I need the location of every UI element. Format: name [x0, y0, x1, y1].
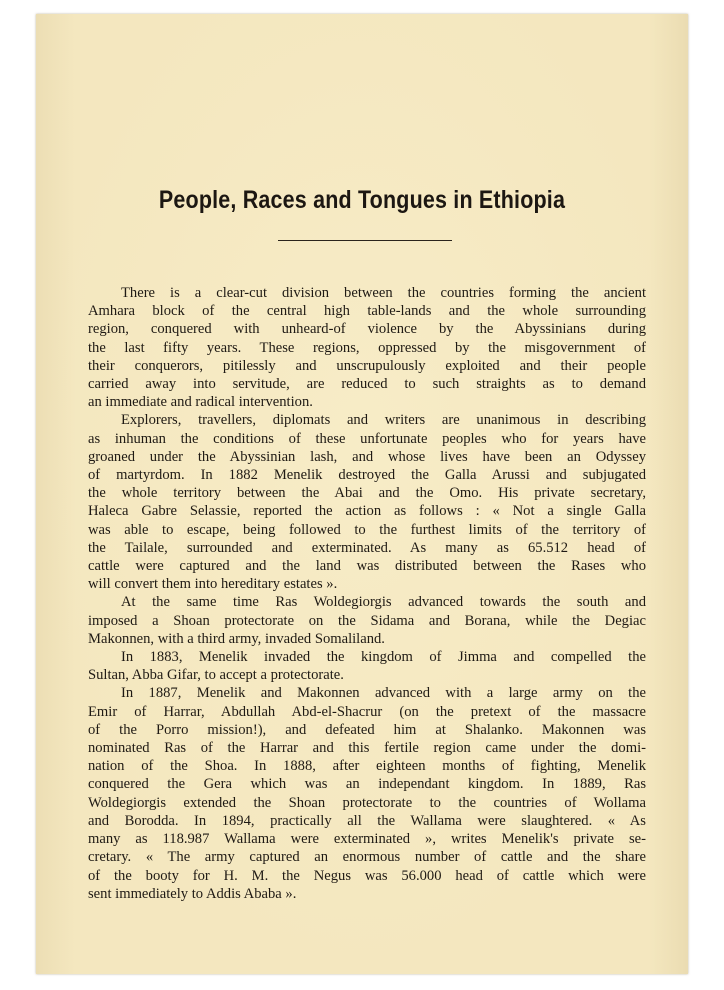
paragraph-2: [88, 411, 646, 593]
text-line: an immediate and radical intervention.: [88, 394, 313, 411]
text-line: nominated Ras of the Harrar and this fertile region came under the domi-: [88, 740, 646, 757]
text-line: carried away into servitude, are reduced to such straights as to demand: [88, 376, 646, 393]
page-title: People, Races and Tongues in Ethiopia: [158, 186, 566, 214]
title-underline: [278, 240, 452, 241]
document-page: [36, 14, 688, 974]
text-line: many as 118.987 Wallama were exterminated », writes Menelik's private se-: [88, 831, 646, 848]
text-line: Amhara block of the central high table-lands and the whole surrounding: [88, 303, 646, 320]
text-line: conquered the Gera which was an independant kingdom. In 1889, Ras: [88, 776, 646, 793]
text-line: Emir of Harrar, Abdullah Abd-el-Shacrur (on the pretext of the massacre: [88, 703, 646, 720]
text-line: cattle were captured and the land was distributed between the Rases who: [88, 558, 646, 575]
paragraph-3: [88, 593, 646, 648]
text-line: At the same time Ras Woldegiorgis advanced towards the south and: [121, 594, 646, 611]
text-line: sent immediately to Addis Ababa ».: [88, 885, 297, 902]
text-line: their conquerors, pitilessly and unscrupulously exploited and their people: [88, 357, 646, 374]
paragraph-4: [88, 648, 646, 684]
text-line: groaned under the Abyssinian lash, and whose lives have been an Odyssey: [88, 448, 646, 465]
text-line: In 1883, Menelik invaded the kingdom of Jimma and compelled the: [121, 649, 646, 666]
text-line: and Borodda. In 1894, practically all the Wallama were slaughtered. « As: [88, 812, 646, 829]
text-line: Sultan, Abba Gifar, to accept a protectorate.: [88, 667, 344, 684]
text-line: nation of the Shoa. In 1888, after eighteen months of fighting, Menelik: [88, 758, 646, 775]
text-line: of the Porro mission!), and defeated him at Shalanko. Makonnen was: [88, 721, 646, 738]
text-line: imposed a Shoan protectorate on the Sidama and Borana, while the Degiac: [88, 612, 646, 629]
text-line: the Tailale, surrounded and exterminated. As many as 65.512 head of: [88, 539, 646, 556]
paragraph-5: [88, 684, 646, 902]
text-line: of martyrdom. In 1882 Menelik destroyed the Galla Arussi and subjugated: [88, 467, 646, 484]
text-line: cretary. « The army captured an enormous number of cattle and the share: [88, 849, 646, 866]
text-line: Makonnen, with a third army, invaded Somaliland.: [88, 630, 385, 647]
document-body: [88, 284, 646, 903]
text-line: Explorers, travellers, diplomats and writers are unanimous in describing: [121, 412, 646, 429]
text-line: region, conquered with unheard-of violence by the Abyssinians during: [88, 321, 646, 338]
text-line: There is a clear-cut division between the countries forming the ancient: [121, 285, 646, 301]
text-line: the whole territory between the Abai and the Omo. His private secretary,: [88, 485, 646, 502]
text-line: as inhuman the conditions of these unfortunate peoples who for years have: [88, 430, 646, 447]
text-line: the last fifty years. These regions, oppressed by the misgovernment of: [88, 339, 646, 356]
text-line: was able to escape, being followed to the furthest limits of the territory of: [88, 521, 646, 538]
paragraph-1: [88, 284, 646, 411]
text-line: will convert them into hereditary estates ».: [88, 576, 338, 593]
text-line: Haleca Gabre Selassie, reported the action as follows : « Not a single Galla: [88, 503, 646, 520]
text-line: In 1887, Menelik and Makonnen advanced with a large army on the: [121, 685, 646, 702]
text-line: of the booty for H. M. the Negus was 56.000 head of cattle which were: [88, 867, 646, 884]
text-line: Woldegiorgis extended the Shoan protectorate to the countries of Wollama: [88, 794, 646, 811]
